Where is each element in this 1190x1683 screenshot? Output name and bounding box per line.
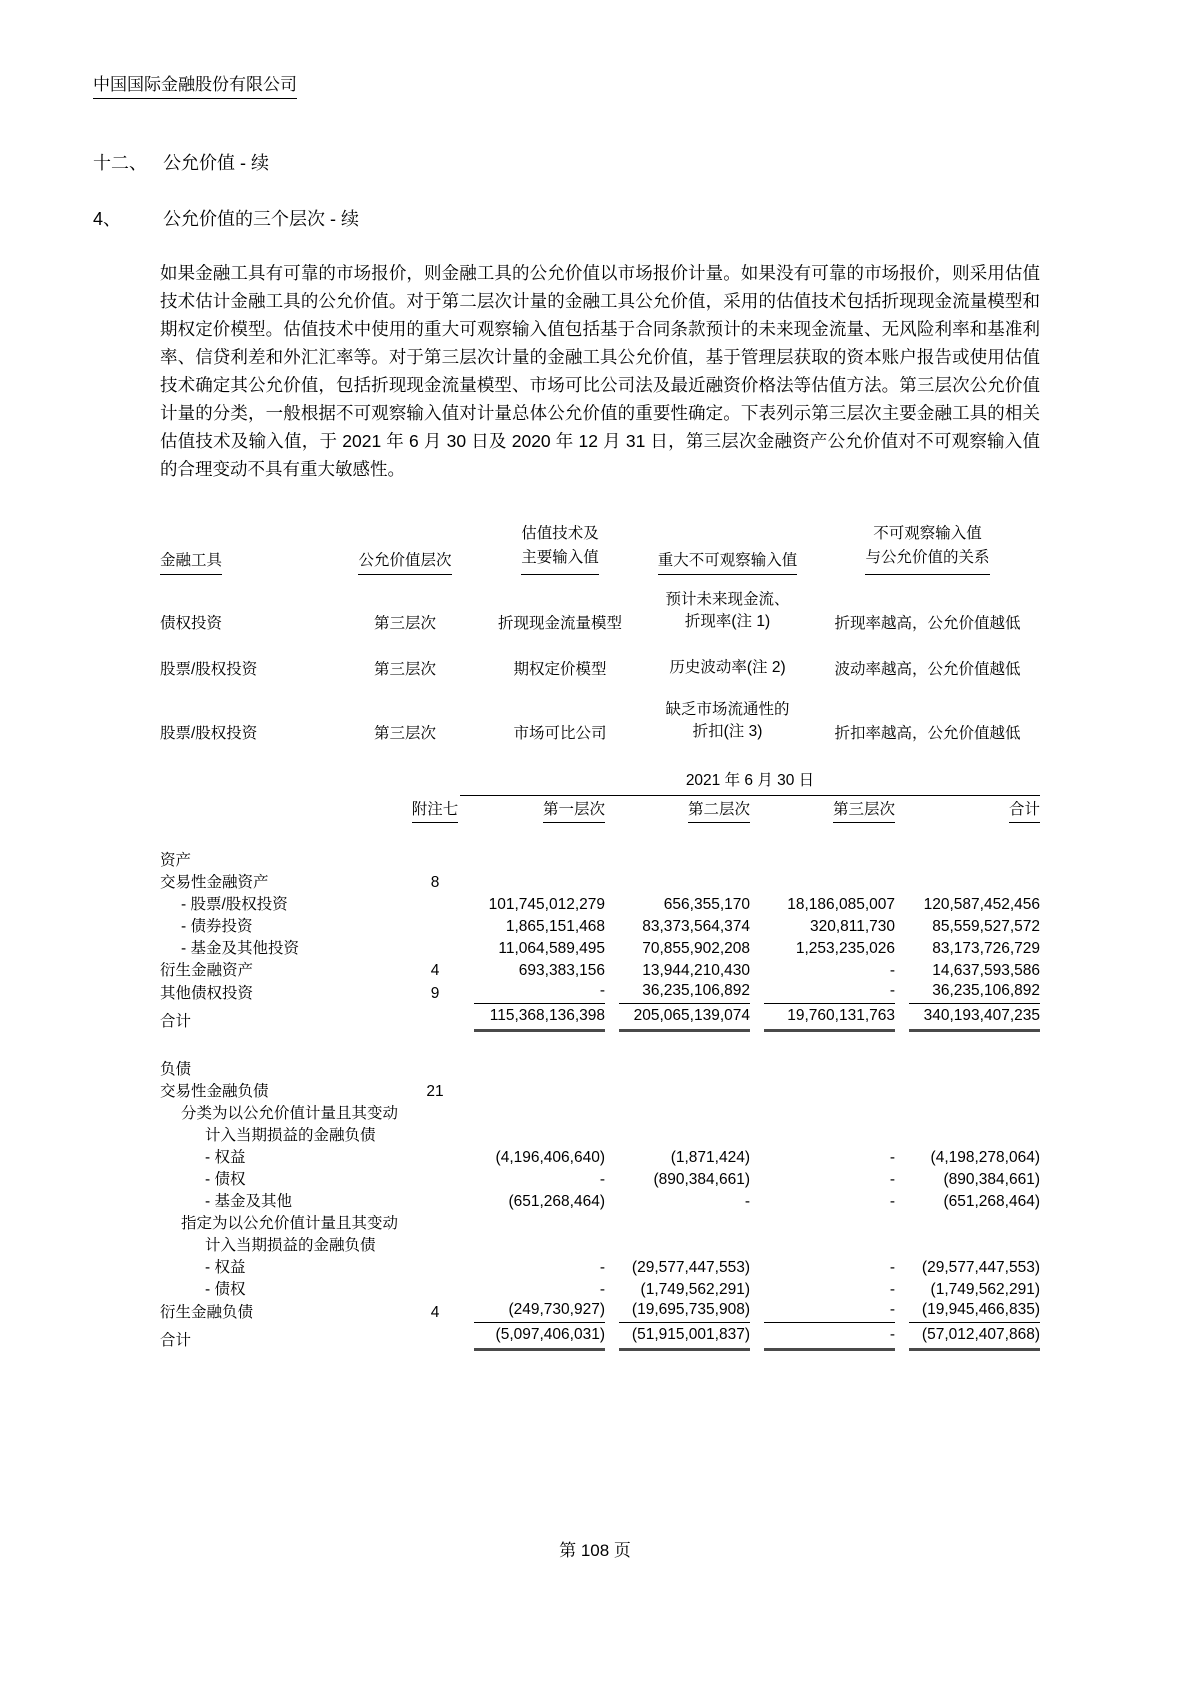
liabilities-total-row [160, 1323, 1040, 1351]
note-ref: 4 [430, 1304, 440, 1321]
table-cell-input: 历史波动率(注 2) [669, 659, 786, 676]
table-cell-level: 第三层次 [373, 615, 436, 632]
company-name [93, 70, 1040, 99]
value-level3: - [889, 1281, 895, 1298]
column-header-level: 公允价值层次 [330, 513, 480, 575]
value-level2: 13,944,210,430 [642, 962, 750, 979]
value-total: 36,235,106,892 [895, 981, 1040, 1004]
table-row [160, 937, 1040, 959]
value-total: (890,384,661) [943, 1171, 1040, 1188]
value-total: (1,749,562,291) [930, 1281, 1040, 1298]
table-cell-input: 预计未来现金流、 折现率(注 1) [665, 591, 790, 630]
value-level1: 11,064,589,495 [498, 940, 605, 957]
value-level2: (1,749,562,291) [640, 1281, 750, 1298]
value-level2: 70,855,902,208 [642, 940, 750, 957]
section-heading [93, 149, 1040, 175]
table-row [160, 1146, 1040, 1168]
section-number: 十二、 [93, 153, 147, 173]
table-row [160, 1256, 1040, 1278]
date-header-cell [460, 771, 1040, 796]
table-cell-level: 第三层次 [373, 725, 436, 742]
section-row-liabilities [160, 1058, 1040, 1080]
value-total: 340,193,407,235 [895, 1004, 1040, 1032]
table-row [160, 959, 1040, 981]
technique-table-header-row [160, 513, 1040, 575]
table-row [160, 871, 1040, 893]
table-cell-relation: 波动率越高，公允价值越低 [834, 661, 1021, 678]
table-cell-instrument: 债权投资 [160, 615, 223, 632]
table-cell-technique: 期权定价模型 [513, 661, 607, 678]
value-level1: - [599, 1259, 605, 1276]
technique-table-row [160, 575, 1040, 633]
column-header-relationship: 不可观察输入值 与公允价值的关系 [815, 513, 1040, 575]
value-level2: (1,871,424) [670, 1149, 750, 1166]
value-level2: (19,695,735,908) [605, 1300, 750, 1323]
row-label: 分类为以公允价值计量且其变动 [181, 1105, 399, 1122]
value-level3: - [750, 1300, 895, 1323]
column-header-total: 合计 [895, 796, 1040, 823]
section-label: 资产 [160, 852, 192, 869]
row-label: 计入当期损益的金融负债 [205, 1237, 376, 1254]
table-row [160, 1300, 1040, 1323]
value-level3: - [889, 1171, 895, 1188]
row-label: 合计 [160, 1013, 192, 1030]
row-label: - 权益 [205, 1259, 246, 1276]
note-ref: 9 [430, 985, 440, 1002]
value-total: 83,173,726,729 [932, 940, 1040, 957]
value-total: 120,587,452,456 [923, 896, 1040, 913]
table-cell-level: 第三层次 [373, 661, 436, 678]
value-total: 14,637,593,586 [932, 962, 1040, 979]
column-header-unobservable-input: 重大不可观察输入值 [640, 513, 815, 575]
date-header: 2021 年 6 月 30 日 [460, 771, 1040, 796]
row-label: 其他债权投资 [160, 985, 254, 1002]
row-label: 交易性金融资产 [160, 874, 269, 891]
section-label: 负债 [160, 1061, 192, 1078]
row-label: - 股票/股权投资 [181, 896, 288, 913]
subsection-title: 公允价值的三个层次 - 续 [163, 209, 359, 229]
note-ref: 8 [430, 874, 440, 891]
value-level1: (249,730,927) [460, 1300, 605, 1323]
value-level1: 1,865,151,468 [505, 918, 605, 935]
page-number: 第 108 页 [559, 1541, 631, 1560]
column-header-technique: 估值技术及 主要输入值 [480, 513, 640, 575]
technique-table-row [160, 679, 1040, 743]
column-header-instrument: 金融工具 [160, 513, 330, 575]
valuation-technique-table [160, 513, 1040, 743]
row-label: - 债权 [205, 1281, 246, 1298]
table-cell-input: 缺乏市场流通性的 折扣(注 3) [665, 701, 790, 740]
table-cell-relation: 折扣率越高，公允价值越低 [834, 725, 1021, 742]
table-row [160, 981, 1040, 1004]
value-level3: 320,811,730 [809, 918, 895, 935]
value-level2: 83,373,564,374 [642, 918, 750, 935]
table-row [160, 1234, 1040, 1256]
table-cell-instrument: 股票/股权投资 [160, 725, 258, 742]
value-level2: (51,915,001,837) [605, 1323, 750, 1351]
date-header-row [160, 771, 1040, 796]
value-total: (4,198,278,064) [930, 1149, 1040, 1166]
value-level3: 1,253,235,026 [795, 940, 895, 957]
value-total: (19,945,466,835) [895, 1300, 1040, 1323]
row-label: 指定为以公允价值计量且其变动 [181, 1215, 399, 1232]
row-label: - 债权 [205, 1171, 246, 1188]
value-total: (651,268,464) [943, 1193, 1040, 1210]
technique-table-row [160, 633, 1040, 679]
row-label: - 权益 [205, 1149, 246, 1166]
value-level1: (5,097,406,031) [460, 1323, 605, 1351]
row-label: 计入当期损益的金融负债 [205, 1127, 376, 1144]
table-row [160, 915, 1040, 937]
row-label: 衍生金融资产 [160, 962, 254, 979]
value-level2: 36,235,106,892 [605, 981, 750, 1004]
value-total: 85,559,527,572 [932, 918, 1040, 935]
value-level3: 19,760,131,763 [750, 1004, 895, 1032]
section-title: 公允价值 - 续 [163, 153, 269, 173]
table-cell-relation: 折现率越高，公允价值越低 [834, 615, 1021, 632]
column-header-note: 附注七 [410, 796, 460, 823]
value-level3: 18,186,085,007 [787, 896, 895, 913]
column-header-level1: 第一层次 [460, 796, 605, 823]
value-level2: - [744, 1193, 750, 1210]
value-level3: - [889, 962, 895, 979]
value-level2: (890,384,661) [653, 1171, 750, 1188]
table-row [160, 1168, 1040, 1190]
value-level1: (4,196,406,640) [495, 1149, 605, 1166]
note-ref: 21 [426, 1083, 444, 1100]
table-cell-instrument: 股票/股权投资 [160, 661, 258, 678]
value-level1: - [599, 1171, 605, 1188]
column-header-level3: 第三层次 [750, 796, 895, 823]
value-level2: 205,065,139,074 [605, 1004, 750, 1032]
table-cell-technique: 市场可比公司 [513, 725, 607, 742]
assets-total-row [160, 1004, 1040, 1032]
row-label: - 基金及其他 [205, 1193, 292, 1210]
table-row [160, 1124, 1040, 1146]
row-label: 交易性金融负债 [160, 1083, 269, 1100]
table-row [160, 893, 1040, 915]
value-level3: - [889, 1149, 895, 1166]
value-level1: 693,383,156 [518, 962, 605, 979]
value-level1: 101,745,012,279 [488, 896, 605, 913]
company-name-text: 中国国际金融股份有限公司 [93, 70, 297, 99]
table-row [160, 1102, 1040, 1124]
value-level3: - [750, 981, 895, 1004]
value-level1: - [460, 981, 605, 1004]
level-table-header-row [160, 796, 1040, 823]
table-row [160, 1190, 1040, 1212]
row-label: 合计 [160, 1332, 192, 1349]
row-label: 衍生金融负债 [160, 1304, 254, 1321]
table-cell-technique: 折现现金流量模型 [497, 615, 622, 632]
value-level1: 115,368,136,398 [460, 1004, 605, 1032]
subsection-number: 4、 [93, 209, 122, 229]
value-level2: (29,577,447,553) [631, 1259, 750, 1276]
column-header-level2: 第二层次 [605, 796, 750, 823]
value-level2: 656,355,170 [663, 896, 750, 913]
value-total: (57,012,407,868) [895, 1323, 1040, 1351]
fair-value-level-table [160, 771, 1040, 1351]
value-total: (29,577,447,553) [921, 1259, 1040, 1276]
value-level1: (651,268,464) [508, 1193, 605, 1210]
subsection-heading [93, 205, 1040, 231]
value-level3: - [889, 1259, 895, 1276]
note-ref: 4 [430, 962, 440, 979]
value-level1: - [599, 1281, 605, 1298]
row-label: - 债券投资 [181, 918, 253, 935]
table-row [160, 1212, 1040, 1234]
section-row-assets [160, 849, 1040, 871]
value-level3: - [889, 1193, 895, 1210]
value-level3: - [750, 1323, 895, 1351]
table-row [160, 1278, 1040, 1300]
body-paragraph: 如果金融工具有可靠的市场报价，则金融工具的公允价值以市场报价计量。如果没有可靠的市场报价，则采用估值技术估计金融工具的公允价值。对于第二层次计量的金融工具公允价值，采用的估值技术包括折现现金流量模型和期权定价模型。估值技术中使用的重大可观察输入值包括基于合同条款预计的未来现金流量、无风险利率和基准利率、信贷利差和外汇汇率等。对于第三层次计量的金融工具公允价值，基于管理层获取的资本账户报告或使用估值技术确定其公允价值，包括折现现金流量模型、市场可比公司法及最近融资价格法等估值方法。第三层次公允价值计量的分类，一般根据不可观察输入值对计量总体公允价值的重要性确定。下表列示第三层次主要金融工具的相关估值技术及输入值，于 2021 年 6 月 30 日及 2020 年 12 月 31 日，第三层次金融资产公允价值对不可观察输入值的合理变动不具有重大敏感性。 [160, 263, 1040, 479]
row-label: - 基金及其他投资 [181, 940, 299, 957]
table-row [160, 1080, 1040, 1102]
